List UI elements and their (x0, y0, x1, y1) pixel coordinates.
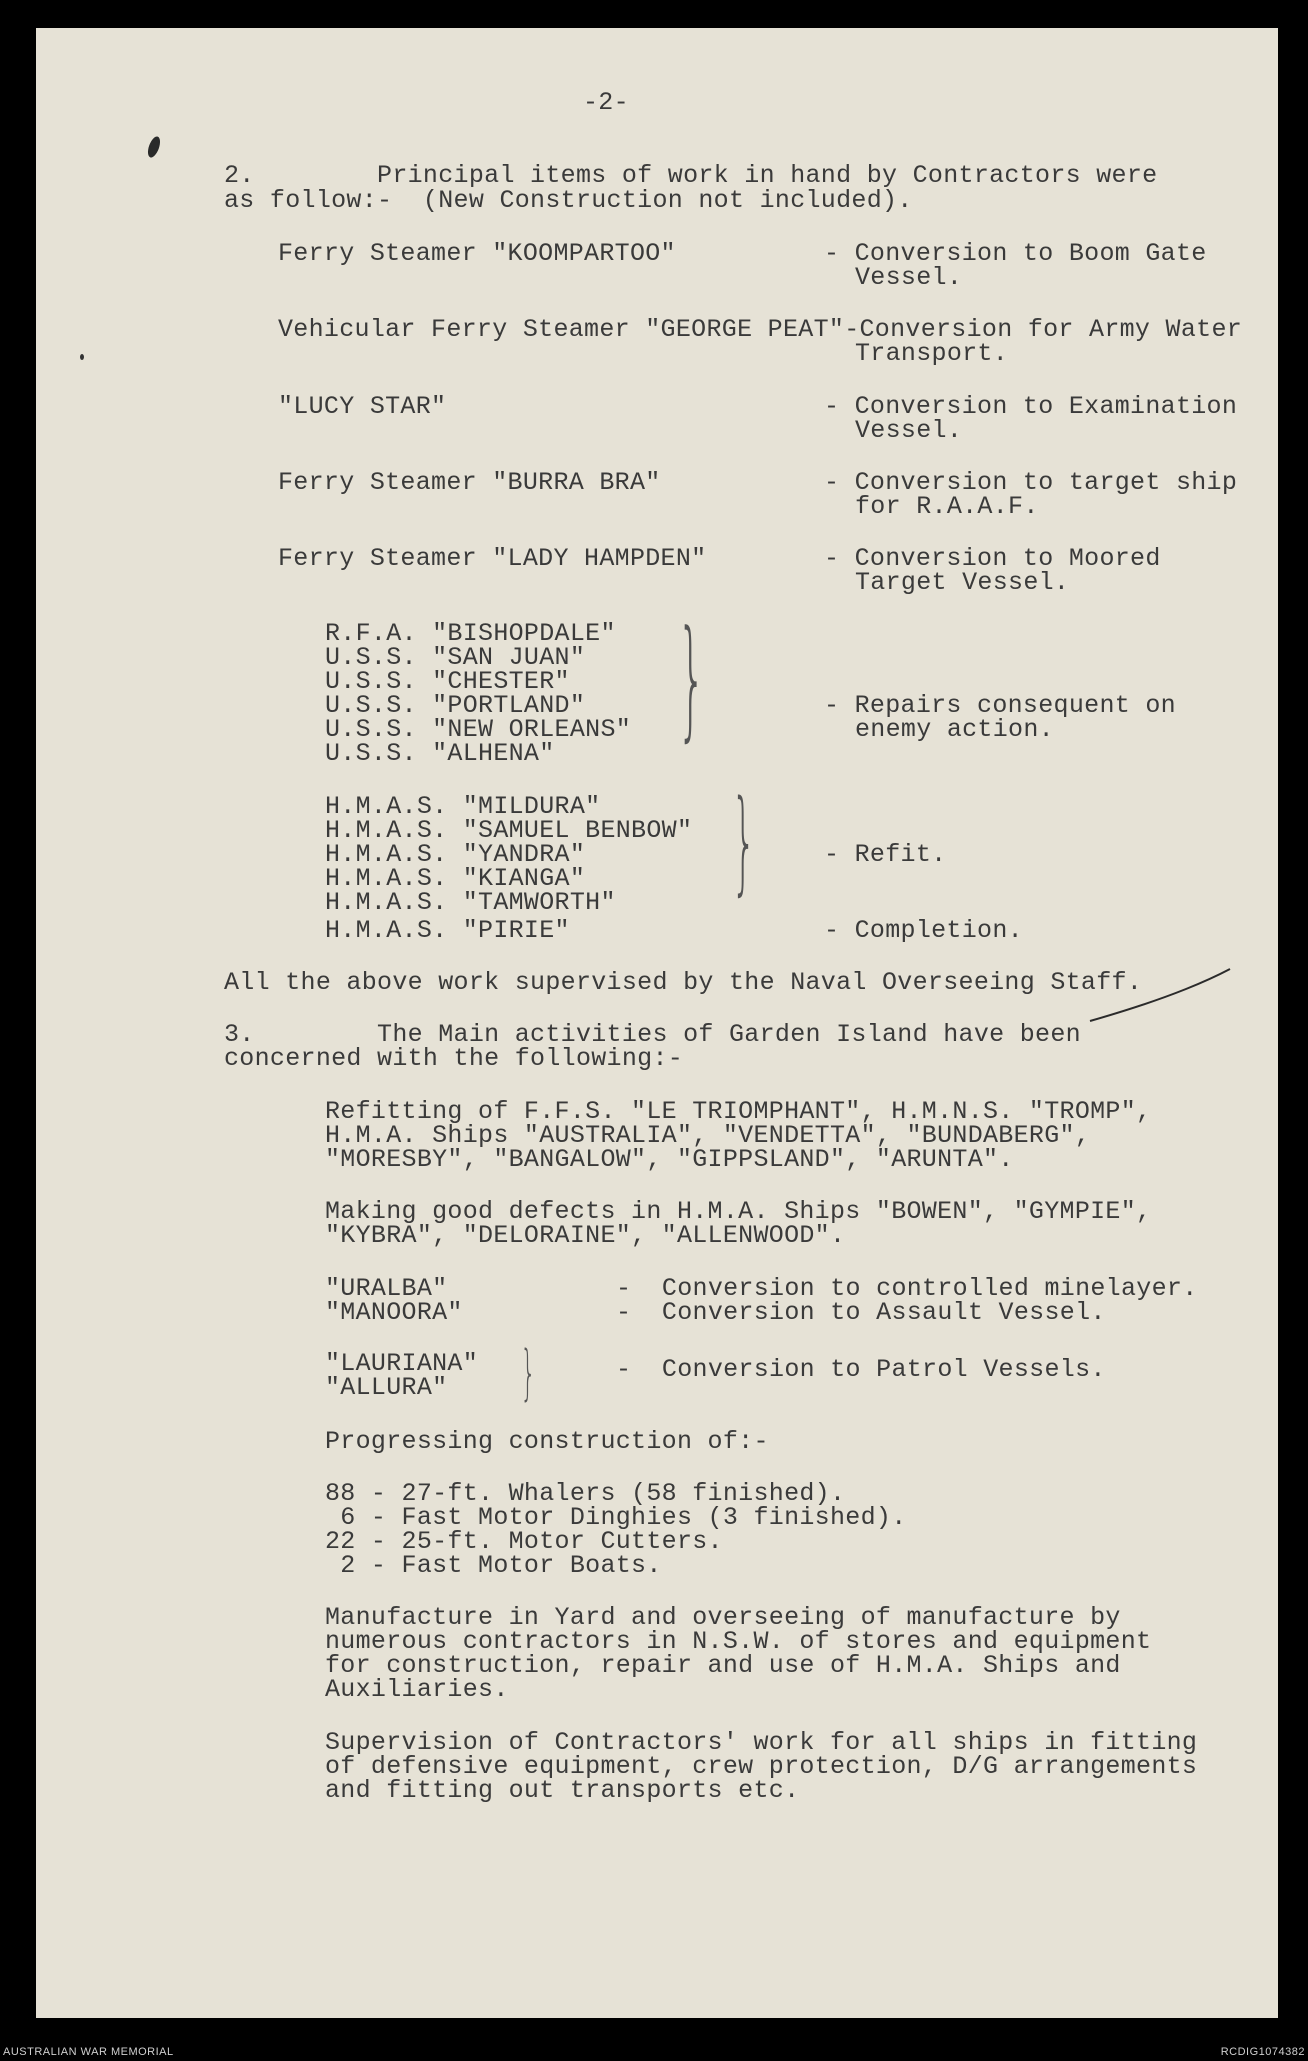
repair-ship: U.S.S. "NEW ORLEANS" (325, 715, 632, 744)
item-work-cont: Transport. (855, 339, 1009, 368)
conversion-work: - Conversion to Assault Vessel. (616, 1298, 1106, 1327)
repair-ship: U.S.S. "SAN JUAN" (325, 643, 586, 672)
supervision-line: of defensive equipment, crew protection, D/G arrangements (325, 1752, 1198, 1781)
supervision-line: Supervision of Contractors' work for all ships in fitting (325, 1728, 1198, 1757)
construction-item: 2 - Fast Motor Boats. (325, 1551, 662, 1580)
item-vessel: "LUCY STAR" (278, 392, 447, 421)
supervised-line: All the above work supervised by the Naval Overseeing Staff. (224, 968, 1143, 997)
item-vessel: Ferry Steamer "BURRA BRA" (278, 468, 661, 497)
patrol-ship: "LAURIANA" (325, 1349, 479, 1378)
item-work: - Conversion to target ship (824, 468, 1238, 497)
conversion-ship: "URALBA" (325, 1274, 448, 1303)
item-work-cont: Vessel. (855, 263, 963, 292)
item-work-cont: for R.A.A.F. (855, 492, 1039, 521)
construction-item: 6 - Fast Motor Dinghies (3 finished). (325, 1503, 907, 1532)
refit-work: - Refit. (824, 840, 947, 869)
repair-work-cont: enemy action. (855, 715, 1054, 744)
paper-speck (80, 354, 84, 360)
item-work: - Conversion to Boom Gate (824, 239, 1207, 268)
conversion-work: - Conversion to controlled minelayer. (616, 1274, 1198, 1303)
section2-intro-line1: 2. Principal items of work in hand by Contractors were (224, 161, 1158, 190)
repair-ship: U.S.S. "PORTLAND" (325, 691, 586, 720)
completion-work: - Completion. (824, 916, 1023, 945)
refit-ship: H.M.A.S. "TAMWORTH" (325, 888, 616, 917)
section2-intro-line2: as follow:- (New Construction not included). (224, 186, 913, 215)
item-work: - Conversion to Moored (824, 544, 1161, 573)
footer-id: RCDIG1074382 (1220, 2046, 1305, 2058)
defects-line: Making good defects in H.M.A. Ships "BOWEN", "GYMPIE", (325, 1197, 1152, 1226)
manufacture-line: numerous contractors in N.S.W. of stores and equipment (325, 1627, 1152, 1656)
repair-ship: U.S.S. "ALHENA" (325, 739, 555, 768)
patrol-work: - Conversion to Patrol Vessels. (616, 1355, 1106, 1384)
page-number: -2- (583, 88, 629, 117)
right-brace-icon: } (520, 1338, 536, 1408)
construction-item: 22 - 25-ft. Motor Cutters. (325, 1527, 723, 1556)
refit-ship: H.M.A.S. "KIANGA" (325, 864, 586, 893)
punch-hole-mark (146, 135, 163, 159)
manufacture-line: Auxiliaries. (325, 1675, 509, 1704)
progressing-heading: Progressing construction of:- (325, 1427, 769, 1456)
repair-ship: U.S.S. "CHESTER" (325, 667, 570, 696)
construction-item: 88 - 27-ft. Whalers (58 finished). (325, 1479, 846, 1508)
document-page (36, 28, 1278, 2018)
right-brace-icon: } (731, 777, 757, 907)
item-work-cont: Vessel. (855, 416, 963, 445)
conversion-ship: "MANOORA" (325, 1298, 463, 1327)
section3-intro-line1: 3. The Main activities of Garden Island have been (224, 1020, 1081, 1049)
item-vessel: Ferry Steamer "KOOMPARTOO" (278, 239, 676, 268)
refit-ship: H.M.A.S. "MILDURA" (325, 792, 601, 821)
refit-ship: H.M.A.S. "YANDRA" (325, 840, 586, 869)
item-vessel: Ferry Steamer "LADY HAMPDEN" (278, 544, 707, 573)
supervision-line: and fitting out transports etc. (325, 1776, 800, 1805)
manufacture-line: Manufacture in Yard and overseeing of manufacture by (325, 1603, 1121, 1632)
footer-source: AUSTRALIAN WAR MEMORIAL (3, 2046, 174, 2058)
right-brace-icon: } (676, 602, 707, 754)
completion-ship: H.M.A.S. "PIRIE" (325, 916, 570, 945)
repair-ship: R.F.A. "BISHOPDALE" (325, 619, 616, 648)
manufacture-line: for construction, repair and use of H.M.A. Ships and (325, 1651, 1121, 1680)
item-work: - Conversion to Examination (824, 392, 1238, 421)
item-work-cont: Target Vessel. (855, 568, 1070, 597)
item-vessel: Vehicular Ferry Steamer "GEORGE PEAT"-Conversion for Army Water (278, 315, 1243, 344)
section3-intro-line2: concerned with the following:- (224, 1044, 684, 1073)
refit-ship: H.M.A.S. "SAMUEL BENBOW" (325, 816, 693, 845)
defects-line: "KYBRA", "DELORAINE", "ALLENWOOD". (325, 1221, 846, 1250)
patrol-ship: "ALLURA" (325, 1373, 448, 1402)
refitting-line: H.M.A. Ships "AUSTRALIA", "VENDETTA", "BUNDABERG", (325, 1121, 1091, 1150)
handwritten-tick-icon (1086, 963, 1236, 1028)
refitting-line: "MORESBY", "BANGALOW", "GIPPSLAND", "ARUNTA". (325, 1145, 1014, 1174)
repair-work: - Repairs consequent on (824, 691, 1176, 720)
refitting-line: Refitting of F.F.S. "LE TRIOMPHANT", H.M.N.S. "TROMP", (325, 1097, 1152, 1126)
